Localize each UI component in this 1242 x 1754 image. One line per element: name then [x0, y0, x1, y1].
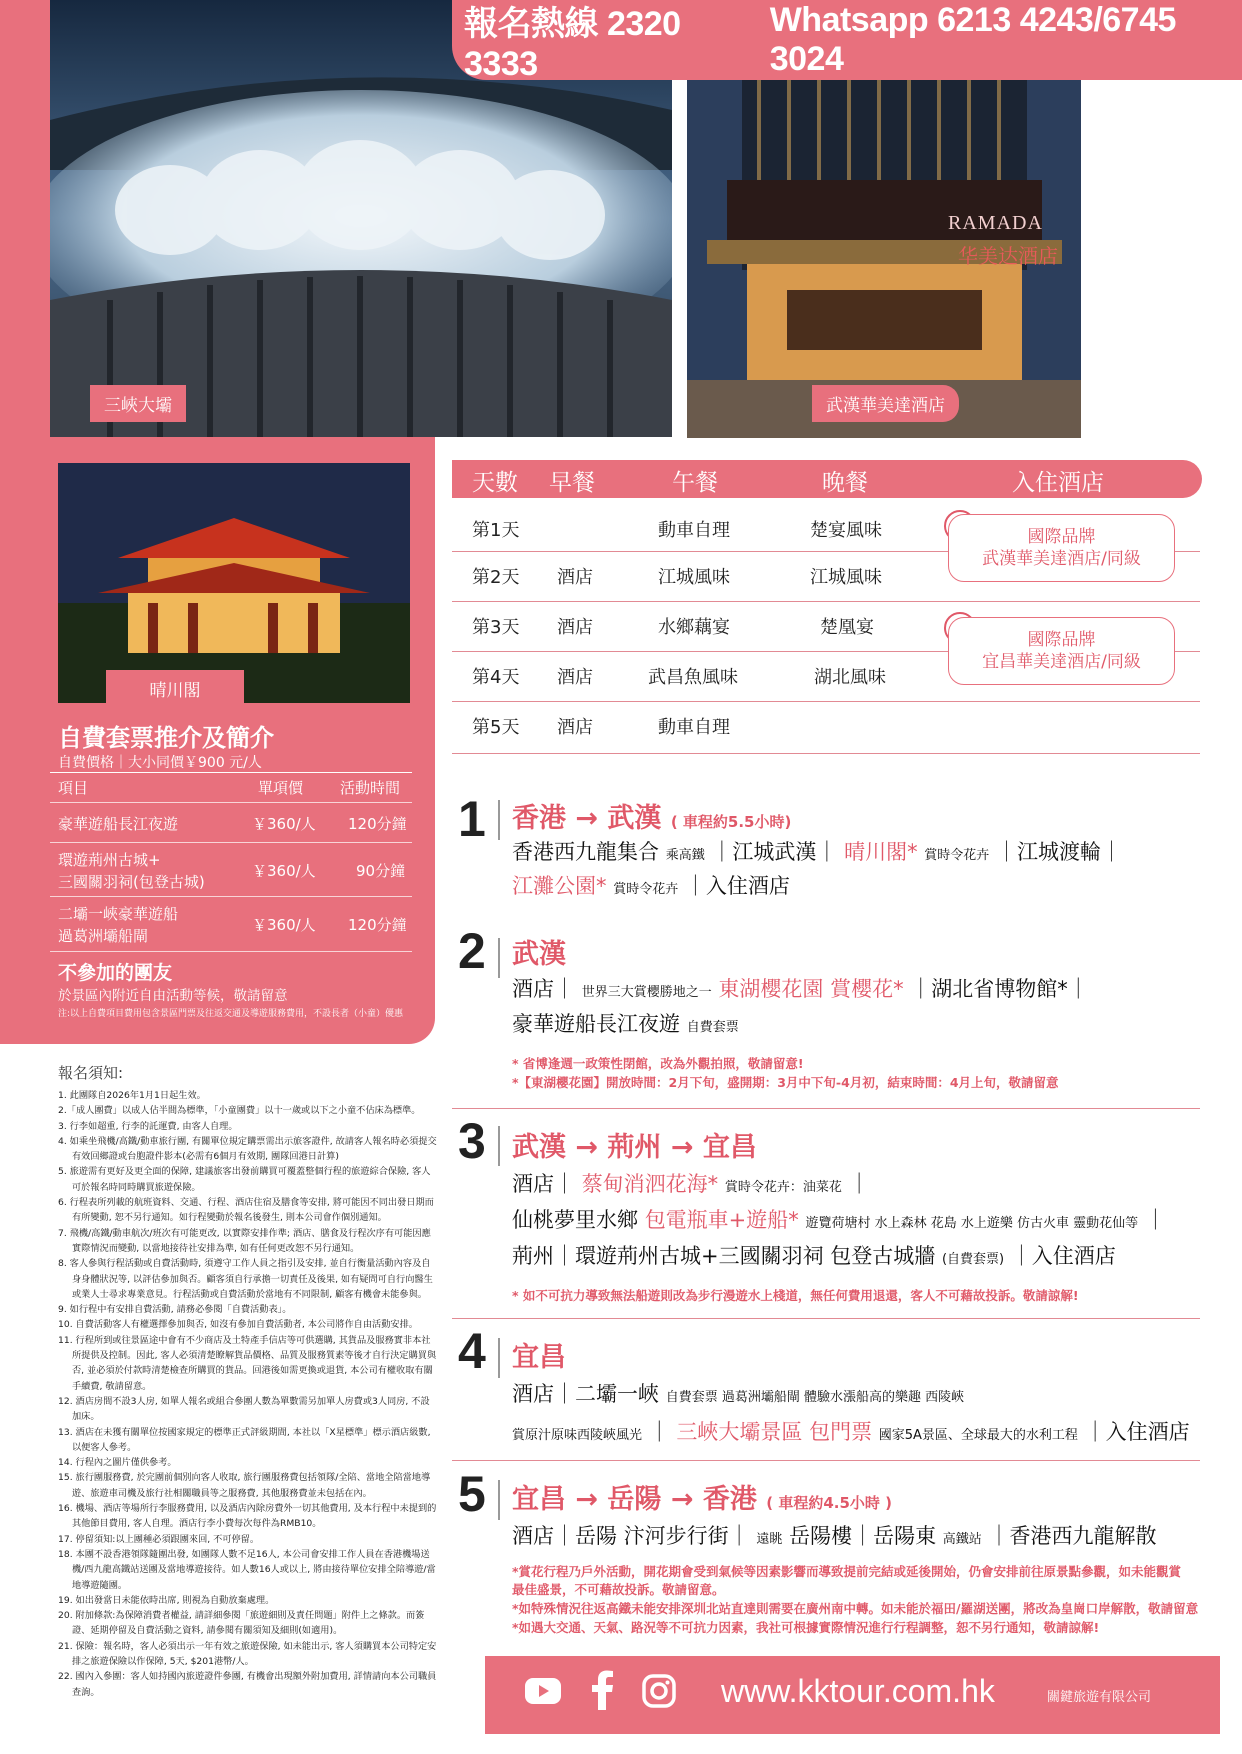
itin-highlight: 蔡甸消泗花海* — [581, 1172, 719, 1196]
hotel-sign-2: 华美达酒店 — [958, 244, 1058, 268]
itin-text: 豪華遊船長江夜遊 — [512, 1012, 680, 1036]
itin-small: 賞原汁原味西陵峽風光 — [512, 1428, 643, 1443]
schedule-header-lunch: 午餐 — [672, 470, 718, 496]
notice-item: 18. 本團不設香港領隊隨團出發, 如團隊人數不足16人, 本公司會安排工作人員在香港機場送機/西九龍高鐵站送團及當地導遊接待。如人數16人或以上, 將由接待單位安排全陪導遊/當地導遊隨團。 — [58, 1548, 436, 1591]
footer-bar — [485, 1656, 1220, 1734]
day-label: 第5天 — [472, 717, 520, 738]
day-divider — [498, 1480, 500, 1520]
day-label: 第3天 — [472, 617, 520, 638]
schedule-header — [452, 460, 1202, 498]
day-note: * 如不可抗力導致無法船遊則改為步行漫遊水上棧道，無任何費用退還，客人不可藉故投訴。敬請諒解! — [512, 1288, 1079, 1303]
dinner-cell: 江城風味 — [810, 567, 882, 588]
itin-text: 荊州｜環遊荊州古城+三國關羽祠 包登古城牆 — [512, 1244, 936, 1268]
nonjoin-text: 於景區內附近自由活動等候，敬請留意 — [58, 988, 288, 1004]
selfpay-time-cell: 90分鐘 — [356, 862, 406, 880]
day-line — [512, 1168, 870, 1198]
itin-text: 酒店｜岳陽 汴河步行街｜ — [512, 1524, 750, 1548]
itin-small: 自費套票 — [686, 1020, 739, 1035]
breakfast-cell: 酒店 — [557, 717, 593, 738]
day-line — [512, 1008, 739, 1038]
selfpay-row — [50, 842, 412, 897]
notice-item: 10. 自費活動客人有權選擇參加與否, 如沒有參加自費活動者, 本公司將作自由活動安排。 — [58, 1319, 418, 1331]
notice-item: 1. 此團隊自2026年1月1日起生效。 — [58, 1090, 206, 1101]
lunch-cell: 動車自理 — [658, 520, 730, 541]
notice-item: 17. 停留須知:以上團種必須跟團來回, 不可停留。 — [58, 1533, 260, 1545]
notice-item: 13. 酒店在未獲有關單位按國家規定的標準正式評級期間, 本社以「X星標準」標示酒店級數, 以便客人參考。 — [58, 1426, 431, 1453]
selfpay-price: 自費價格｜大小同價￥900 元/人 — [58, 755, 262, 771]
selfpay-header-row — [50, 772, 412, 803]
itin-text: ｜入住酒店 — [1010, 1244, 1116, 1268]
youtube-icon[interactable] — [525, 1678, 561, 1704]
itin-small: 賞時令花卉 — [924, 848, 990, 863]
lunch-cell: 動車自理 — [658, 717, 730, 738]
day-line — [512, 870, 790, 900]
selfpay-row — [50, 896, 412, 952]
notice-item: 21. 保險：報名時，客人必須出示一年有效之旅遊保險, 如未能出示, 客人須購買本公司特定安排之旅遊保險以作保障, 5天, $201港幣/人。 — [58, 1640, 437, 1667]
selfpay-item: 豪華遊船長江夜遊 — [58, 815, 179, 833]
selfpay-row — [50, 802, 412, 843]
hotel-sign-1: RAMADA — [948, 212, 1043, 234]
hotline-whatsapp[interactable]: Whatsapp 6213 4243/6745 3024 — [769, 1, 1176, 78]
selfpay-note: 注:以上自費項目費用包含景區門票及往返交通及導遊服務費用，不設長者（小童）優惠 — [58, 1009, 404, 1019]
schedule-row — [452, 701, 1200, 754]
schedule-header-day: 天數 — [472, 470, 518, 496]
pavilion-photo — [58, 463, 410, 703]
itin-text: ｜香港西九龍解散 — [988, 1524, 1157, 1548]
notice-title: 報名須知: — [58, 1064, 124, 1082]
hotel-caption: 武漢華美達酒店 — [812, 385, 959, 422]
selfpay-item: 二壩一峽豪華遊船 — [58, 905, 179, 923]
itin-small: (自費套票) — [941, 1252, 1005, 1267]
day-separator — [452, 1318, 1200, 1319]
selfpay-header-item: 項目 — [58, 779, 89, 797]
day-note: 最佳盛景，不可藉故投訴。敬請留意。 — [512, 1582, 725, 1597]
selfpay-time-cell: 120分鐘 — [348, 815, 407, 833]
notice-item: 14. 行程內之圖片僅供參考。 — [58, 1457, 177, 1469]
hotel-box-line1: 國際品牌 — [1027, 526, 1096, 547]
itin-highlight: 晴川閣* — [844, 840, 918, 864]
itin-text: ｜ — [648, 1420, 670, 1444]
day-divider — [498, 938, 500, 978]
breakfast-cell: 酒店 — [557, 667, 593, 688]
schedule-header-hotel: 入住酒店 — [1012, 470, 1104, 496]
itin-text: 香港西九龍集合 — [512, 840, 659, 864]
day-line — [512, 973, 1089, 1003]
day-title — [512, 1477, 892, 1516]
dinner-cell: 湖北風味 — [814, 667, 886, 688]
day-title: 武漢 — [512, 939, 566, 970]
notice-item: 9. 如行程中有安排自費活動, 請務必參閱「自費活動表」。 — [58, 1304, 292, 1316]
dam-caption: 三峽大壩 — [90, 385, 186, 422]
website-link[interactable]: www.kktour.com.hk — [721, 1673, 995, 1709]
schedule-header-breakfast: 早餐 — [549, 470, 595, 496]
itin-small: 自費套票 過葛洲壩船閘 體驗水漲船高的樂趣 西陵峽 — [665, 1390, 965, 1405]
notice-item: 11. 行程所到或往景區途中會有不少商店及土特產手信店等可供選購, 其貨品及服務實非本社所提供及控制。因此, 客人必須清楚瞭解貨品價格、品質及服務質素等後才自行決定購買與否, 並必須於付款時清楚檢查所購買的貨品。回港後如需更換或退貨, 本公司有權收取有關手續費, 敬請留意。 — [58, 1334, 437, 1392]
day-number: 5 — [458, 1466, 486, 1522]
itin-text: ｜ — [1144, 1208, 1166, 1232]
itin-small: 國家5A景區、全球最大的水利工程 — [878, 1428, 1078, 1443]
day-separator — [452, 1460, 1200, 1461]
day-note: *【東湖櫻花園】開放時間：2月下旬，盛開期：3月中下旬-4月初，結束時間：4月上旬，敬請留意 — [512, 1075, 1059, 1090]
itin-small: 高鐵站 — [942, 1532, 982, 1547]
pavilion-caption: 晴川閣 — [106, 670, 244, 707]
day-title — [512, 796, 791, 835]
company-name: 關鍵旅遊有限公司 — [1047, 1690, 1152, 1705]
notice-item: 4. 如乘坐飛機/高鐵/動車旅行團, 有關單位規定購票需出示旅客證件, 故請客人報名時必須提交有效回鄉證或台胞證件影本(必需有6個月有效期, 團隊回港日計算) — [58, 1135, 437, 1163]
selfpay-time-cell: 120分鐘 — [348, 916, 407, 934]
day-number: 4 — [458, 1323, 486, 1379]
dinner-cell: 楚宴風味 — [810, 520, 882, 541]
day-number: 2 — [458, 923, 486, 979]
itin-highlight: 三峽大壩景區 包門票 — [676, 1420, 873, 1444]
selfpay-price-cell: ￥360/人 — [252, 862, 316, 880]
notice-item: 22. 國內入參團：客人如持國內旅遊證件參團, 有機會出現額外附加費用, 詳情請向本公司職員查詢。 — [58, 1671, 437, 1698]
itin-text: ｜湖北省博物館*｜ — [910, 977, 1089, 1001]
selfpay-item-line2: 過葛洲壩船閘 — [58, 927, 149, 945]
day-note: * 省博逢週一政策性閉館，改為外觀拍照，敬請留意! — [512, 1056, 804, 1071]
lunch-cell: 武昌魚風味 — [648, 667, 738, 688]
itin-text: 酒店｜二壩一峽 — [512, 1382, 659, 1406]
notice-item: 15. 旅行團服務費, 於完團前個別向客人收取, 旅行團服務費包括領隊/全陪、當地全陪當地導遊、旅遊車司機及旅行社相關職員等之服務費, 其他服務費並未包括在內。 — [58, 1472, 431, 1499]
selfpay-title: 自費套票推介及簡介 — [58, 724, 274, 752]
breakfast-cell: 酒店 — [557, 617, 593, 638]
itin-small: 乘高鐵 — [665, 848, 705, 863]
lunch-cell: 江城風味 — [658, 567, 730, 588]
itin-text: ｜ — [848, 1172, 870, 1196]
day-label: 第2天 — [472, 567, 520, 588]
dinner-cell: 楚凰宴 — [820, 617, 874, 638]
instagram-icon[interactable] — [642, 1674, 676, 1708]
itin-small: 遠眺 — [756, 1532, 783, 1547]
day-divider — [498, 1338, 500, 1378]
itin-small: 賞時令花卉 — [613, 882, 679, 897]
itin-text: 仙桃夢里水鄉 — [512, 1208, 638, 1232]
day-line — [512, 836, 1122, 866]
itin-text: 岳陽樓｜岳陽東 — [789, 1524, 937, 1548]
day-line — [512, 1378, 964, 1408]
selfpay-header-price: 單項價 — [258, 779, 304, 797]
notice-item: 7. 飛機/高鐵/動車航次/班次有可能更改, 以實際安排作準; 酒店、膳食及行程次序有可能因應實際情況而變動, 以當地接待社安排為準, 如有任何更改恕不另行通知。 — [58, 1227, 431, 1254]
notice-list — [58, 1088, 438, 1700]
itin-small: 賞時令花卉：油菜花 — [724, 1180, 842, 1195]
notice-item: 20. 附加條款:為保障消費者權益, 請詳細參閱「旅遊細則及責任問題」附件上之條款。而簽證、延期停留及自費活動之資料, 請參閱有關須知及細則(如適用)。 — [58, 1610, 425, 1637]
selfpay-price-cell: ￥360/人 — [252, 916, 316, 934]
notice-item: 19. 如出發當日未能依時出席, 則視為自動放棄處理。 — [58, 1594, 275, 1606]
day-line — [512, 1240, 1116, 1270]
itin-text: ｜入住酒店 — [1084, 1420, 1190, 1444]
hotel-box — [948, 514, 1175, 582]
itin-text: 酒店｜ — [512, 977, 575, 1001]
itin-text: ｜江城渡輪｜ — [995, 840, 1122, 864]
itin-small: 世界三大賞櫻勝地之一 — [581, 985, 712, 1000]
itin-text: 酒店｜ — [512, 1172, 575, 1196]
day-line — [512, 1204, 1166, 1234]
itin-highlight: 東湖櫻花園 賞櫻花* — [718, 977, 904, 1001]
day-title-sub: ( 車程約5.5小時) — [670, 813, 792, 831]
day-title-text: 宜昌 → 岳陽 → 香港 — [512, 1484, 757, 1515]
day-number: 3 — [458, 1113, 486, 1169]
day-title: 武漢 → 荊州 → 宜昌 — [512, 1132, 757, 1163]
itin-highlight: 包電瓶車+遊船* — [644, 1208, 799, 1232]
notice-item: 3. 行李如超重, 行李的託運費, 由客人自理。 — [58, 1120, 238, 1132]
day-note: *如特殊情況往返高鐵未能安排深圳北站直達則需要在廣州南中轉。如未能於福田/羅湖送團，將改為皇崗口岸解散，敬請留意 — [512, 1601, 1199, 1616]
day-line — [512, 1416, 1190, 1446]
nonjoin-title: 不參加的團友 — [58, 962, 173, 984]
notice-item: 6. 行程表所列載的航班資料、交通、行程、酒店住宿及膳食等安排, 將可能因不同出發日期而有所變動, 恕不另行通知。如行程變動於報名後發生, 則本公司會作個別通知。 — [58, 1197, 434, 1224]
day-line — [512, 1520, 1156, 1550]
day-number: 1 — [458, 791, 486, 847]
notice-item: 5. 旅遊需有更好及更全面的保障, 建議旅客出發前購買可覆蓋整個行程的旅遊綜合保險, 客人可於報名時同時購買旅遊保險。 — [58, 1166, 431, 1193]
itin-text: ｜入住酒店 — [684, 874, 790, 898]
notice-item: 12. 酒店房間不設3人房, 如單人報名或組合參團人數為單數需另加單人房費或3人同房, 不設加床。 — [58, 1395, 430, 1423]
lunch-cell: 水鄉藕宴 — [658, 617, 730, 638]
hotel-box-line2: 宜昌華美達酒店/同級 — [982, 652, 1141, 672]
hotline-banner — [452, 0, 1242, 83]
selfpay-item-line2: 三國關羽祠(包登古城) — [58, 873, 205, 891]
notice-item: 8. 客人參與行程活動或自費活動時, 須遵守工作人員之指引及安排, 並自行衡量活動內容及自身身體狀況等, 以評估參加與否。顧客須自行承擔一切責任及後果, 如有疑問可自行向醫生或業人士尋求專業意見。行程活動或自費活動於當地有不同限制, 顧客有機會未能參與。 — [58, 1258, 433, 1300]
selfpay-price-cell: ￥360/人 — [252, 815, 316, 833]
day-label: 第4天 — [472, 667, 520, 688]
breakfast-cell: 酒店 — [557, 567, 593, 588]
itin-highlight: 江灘公園* — [512, 874, 607, 898]
day-separator — [452, 1108, 1200, 1109]
hotel-box-line2: 武漢華美達酒店/同級 — [982, 549, 1141, 569]
selfpay-header-time: 活動時間 — [340, 779, 401, 797]
day-title: 宜昌 — [512, 1342, 566, 1373]
schedule-header-dinner: 晚餐 — [822, 470, 868, 496]
hotline-phone[interactable]: 報名熱線 2320 3333 — [464, 5, 681, 83]
day-title-text: 香港 → 武漢 — [512, 803, 662, 834]
day-note: *如遇大交通、天氣、路況等不可抗力因素，我社可根據實際情況進行行程調整，恕不另行通知，敬請諒解! — [512, 1620, 1100, 1635]
itin-text: ｜江城武漢｜ — [711, 840, 838, 864]
itin-small: 遊覽荷塘村 水上森林 花島 水上遊樂 仿古火車 靈動花仙等 — [805, 1216, 1139, 1231]
hotel-box-line1: 國際品牌 — [1027, 629, 1096, 650]
facebook-icon[interactable] — [589, 1670, 615, 1710]
day-note: *賞花行程乃戶外活動，開花期會受到氣候等因素影響而導致提前完結或延後開始，仍會安排前往原景點參觀，如未能觀賞 — [512, 1564, 1182, 1579]
hotel-box — [948, 617, 1175, 685]
day-divider — [498, 1126, 500, 1166]
day-divider — [498, 800, 500, 840]
selfpay-item: 環遊荊州古城+ — [58, 851, 161, 869]
notice-item: 16. 機場、酒店等場所行李服務費用, 以及酒店內除房費外一切其他費用, 及本行程中未提到的其他節目費用, 客人自理。酒店行李小費每次每件為RMB10。 — [58, 1503, 437, 1530]
day-label: 第1天 — [472, 520, 520, 541]
notice-item: 2.「成人團費」以成人佔半間為標準，「小童團費」以十一歲或以下之小童不佔床為標準。 — [58, 1105, 421, 1117]
day-title-sub: ( 車程約4.5小時 ) — [766, 1494, 892, 1512]
